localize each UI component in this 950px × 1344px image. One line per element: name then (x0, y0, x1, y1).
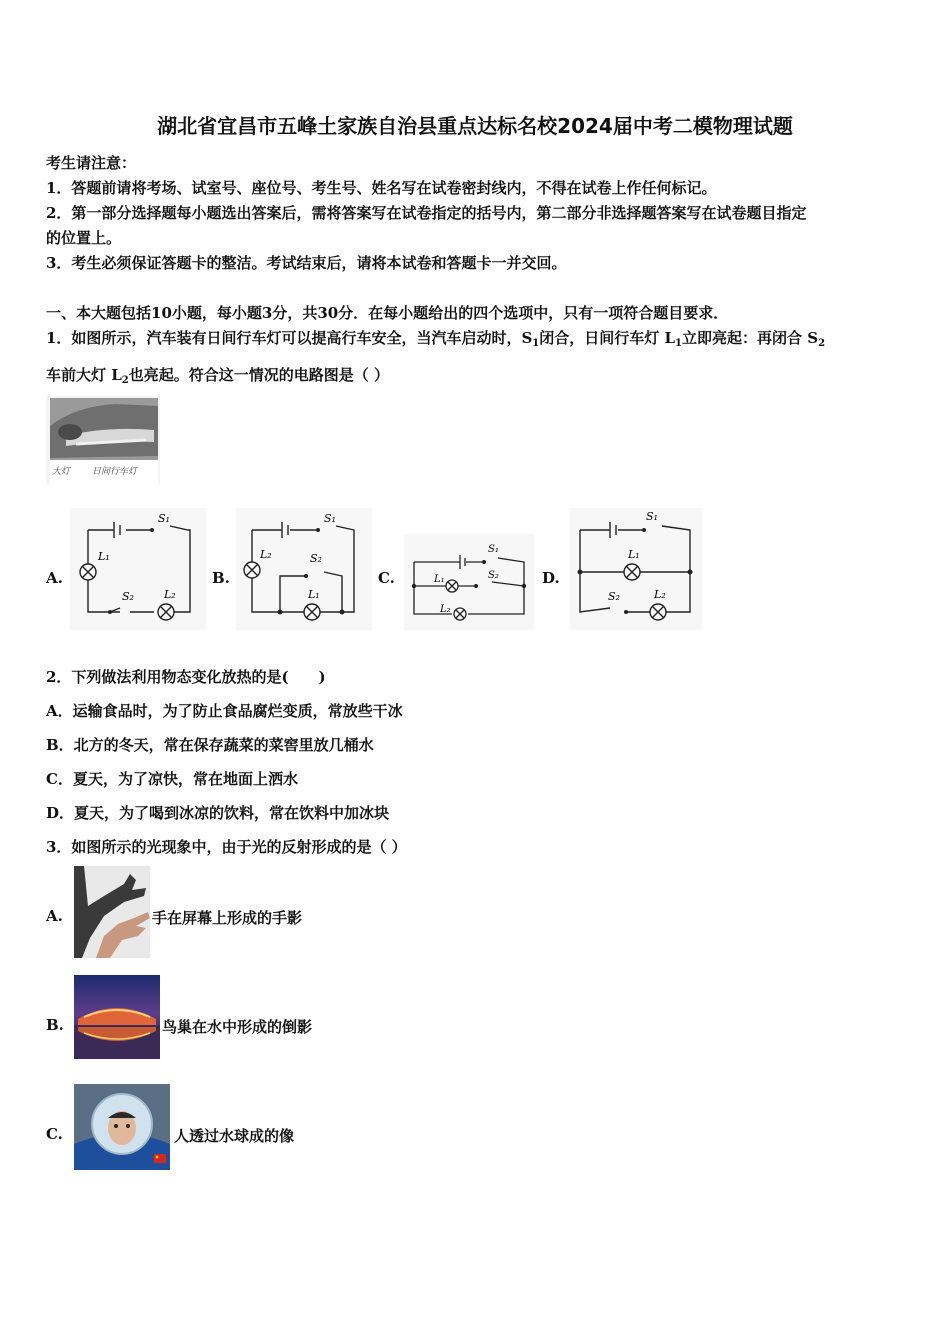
q1-stem-line1 (46, 327, 825, 349)
label-l1: L₁ (98, 550, 110, 563)
label-l2: L₂ (440, 604, 451, 615)
q2-option-a[interactable]: A．运输食品时，为了防止食品腐烂变质，常放些干冰 (46, 702, 403, 720)
notice-heading: 考生请注意： (46, 154, 137, 172)
car-headlight-photo (46, 396, 160, 484)
q3-option-b-letter: B. (46, 1016, 64, 1034)
q1-stem-line2 (46, 364, 389, 386)
q1-text-c: 立即亮起：再闭合 S (682, 329, 819, 347)
q2-stem: 2．下列做法利用物态变化放热的是( ) (46, 668, 326, 686)
label-s2: S₂ (122, 590, 134, 603)
q2-option-d[interactable]: D．夏天，为了喝到冰凉的饮料，常在饮料中加冰块 (46, 804, 390, 822)
q1-sub-2: 1 (675, 338, 682, 349)
label-l2: L₂ (260, 548, 272, 561)
photo-label-left: 大灯 (52, 467, 71, 477)
label-l2: L₂ (654, 588, 666, 601)
q3-stem: 3．如图所示的光现象中，由于光的反射形成的是（ ） (46, 838, 407, 856)
q1-text-a: 1．如图所示，汽车装有日间行车灯可以提高行车安全，当汽车启动时，S (46, 329, 533, 347)
label-l2: L₂ (164, 588, 176, 601)
notice-1: 1．答题前请将考场、试室号、座位号、考生号、姓名写在试卷密封线内，不得在试卷上作任何标记。 (46, 179, 717, 197)
label-s2: S₂ (310, 552, 322, 565)
notice-2-cont: 的位置上。 (46, 229, 122, 247)
photo-label-right: 日间行车灯 (92, 467, 138, 477)
q1-text-e: 也亮起。符合这一情况的电路图是（ ） (128, 366, 389, 384)
label-l1: L₁ (628, 548, 640, 561)
q2-option-c[interactable]: C．夏天，为了凉快，常在地面上洒水 (46, 770, 298, 788)
q3-option-a-letter: A. (46, 907, 63, 925)
q1-option-c-letter: C. (378, 569, 395, 587)
q1-text-d: 车前大灯 L (46, 366, 122, 384)
label-s1: S₁ (324, 512, 336, 525)
birds-nest-reflection-photo[interactable] (74, 975, 160, 1059)
page-title: 湖北省宜昌市五峰土家族自治县重点达标名校2024届中考二模物理试题 (157, 114, 793, 138)
label-s2: S₂ (488, 570, 499, 581)
q3-option-a-text[interactable]: 手在屏幕上形成的手影 (152, 909, 303, 927)
circuit-d[interactable] (570, 508, 702, 630)
hand-shadow-photo[interactable] (74, 866, 150, 958)
circuit-c[interactable] (404, 534, 534, 630)
q1-option-a-letter: A. (46, 569, 63, 587)
label-l1: L₁ (308, 588, 320, 601)
section-1-heading: 一、本大题包括10小题，每小题3分，共30分．在每小题给出的四个选项中，只有一项符合题目要求． (46, 304, 729, 322)
q1-sub-3: 2 (818, 338, 826, 349)
label-s1: S₁ (158, 512, 170, 525)
circuit-a[interactable] (70, 508, 206, 630)
label-s2: S₂ (608, 590, 620, 603)
notice-2: 2．第一部分选择题每小题选出答案后，需将答案写在试卷指定的括号内，第二部分非选择题答案写在试卷题目指定 (46, 204, 807, 222)
q1-sub-4: 2 (121, 375, 129, 386)
notice-3: 3．考生必须保证答题卡的整洁。考试结束后，请将本试卷和答题卡一并交回。 (46, 254, 567, 272)
q3-option-b-text[interactable]: 鸟巢在水中形成的倒影 (162, 1018, 313, 1036)
q1-text-b: 闭合，日间行车灯 L (539, 329, 676, 347)
label-s1: S₁ (488, 544, 499, 555)
label-s1: S₁ (646, 510, 658, 523)
q3-option-c-text[interactable]: 人透过水球成的像 (174, 1127, 295, 1145)
q1-option-d-letter: D. (542, 569, 560, 587)
q3-option-c-letter: C. (46, 1125, 63, 1143)
q1-option-b-letter: B. (212, 569, 230, 587)
water-ball-photo[interactable] (74, 1084, 170, 1170)
q2-option-b[interactable]: B．北方的冬天，常在保存蔬菜的菜窖里放几桶水 (46, 736, 374, 754)
circuit-b[interactable] (236, 508, 372, 630)
q1-sub-1: 1 (532, 338, 540, 349)
label-l1: L₁ (434, 574, 445, 585)
